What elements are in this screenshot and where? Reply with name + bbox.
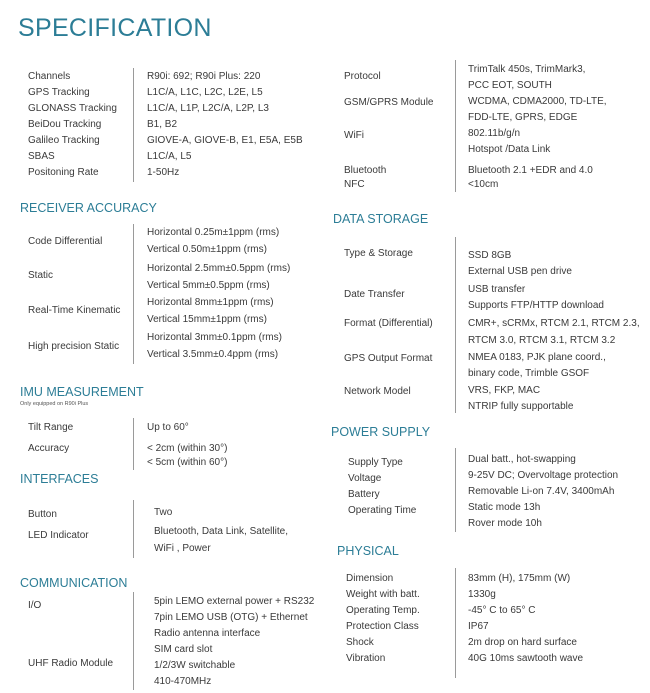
divider	[133, 68, 134, 182]
spec-label-beidou: BeiDou Tracking	[28, 119, 102, 130]
spec-label-galileo: Galileo Tracking	[28, 135, 100, 146]
spec-value: Up to 60°	[147, 422, 189, 433]
spec-value: Dual batt., hot-swapping	[468, 454, 576, 465]
spec-value: 5pin LEMO external power + RS232	[154, 596, 315, 607]
spec-value-gps: L1C/A, L1C, L2C, L2E, L5	[147, 87, 263, 98]
section-heading: PHYSICAL	[337, 544, 399, 558]
spec-value: Vertical 5mm±0.5ppm (rms)	[147, 280, 270, 291]
spec-value: External USB pen drive	[468, 266, 572, 277]
section-heading: POWER SUPPLY	[331, 425, 431, 439]
section-heading: RECEIVER ACCURACY	[20, 201, 157, 215]
spec-value: NTRIP fully supportable	[468, 401, 574, 412]
spec-value: IP67	[468, 621, 489, 632]
spec-value: 2m drop on hard surface	[468, 637, 577, 648]
spec-label: Network Model	[344, 386, 411, 397]
spec-label-glonass: GLONASS Tracking	[28, 103, 117, 114]
spec-value: < 5cm (within 60°)	[147, 457, 228, 468]
spec-label: Accuracy	[28, 443, 70, 454]
spec-value: PCC EOT, SOUTH	[468, 80, 552, 91]
spec-value: binary code, Trimble GSOF	[468, 368, 590, 379]
section-note: Only equipped on R90i Plus	[20, 401, 89, 407]
spec-label: Dimension	[346, 573, 394, 584]
spec-label: I/O	[28, 600, 42, 611]
spec-value: Horizontal 0.25m±1ppm (rms)	[147, 227, 280, 238]
spec-label-channels: Channels	[28, 71, 71, 82]
spec-value: 410-470MHz	[154, 676, 212, 687]
divider	[455, 60, 456, 192]
spec-label: Button	[28, 509, 57, 520]
spec-value-galileo: GIOVE-A, GIOVE-B, E1, E5A, E5B	[147, 135, 303, 146]
divider	[455, 448, 456, 532]
divider	[455, 568, 456, 678]
spec-value: Vertical 0.50m±1ppm (rms)	[147, 244, 267, 255]
spec-value: < 2cm (within 30°)	[147, 443, 228, 454]
spec-label: Format (Differential)	[344, 318, 433, 329]
spec-label: UHF Radio Module	[28, 658, 114, 669]
spec-label-gps: GPS Tracking	[28, 87, 90, 98]
spec-label-rate: Positoning Rate	[28, 167, 99, 178]
spec-label: Type & Storage	[344, 248, 413, 259]
spec-value: Horizontal 3mm±0.1ppm (rms)	[147, 332, 282, 343]
section-heading: INTERFACES	[20, 472, 99, 486]
divider	[133, 418, 134, 470]
spec-value: WiFi , Power	[154, 543, 211, 554]
spec-value: WCDMA, CDMA2000, TD-LTE,	[468, 96, 607, 107]
spec-label: Supply Type	[348, 457, 403, 468]
spec-label-sbas: SBAS	[28, 151, 55, 162]
section-heading: IMU MEASUREMENT	[20, 385, 144, 399]
spec-label: Code Differential	[28, 236, 103, 247]
spec-label: Tilt Range	[28, 422, 74, 433]
spec-value: NMEA 0183, PJK plane coord.,	[468, 352, 606, 363]
spec-label: Operating Time	[348, 505, 417, 516]
spec-value: Vertical 15mm±1ppm (rms)	[147, 314, 267, 325]
spec-label: Operating Temp.	[346, 605, 420, 616]
section-heading: COMMUNICATION	[20, 576, 128, 590]
spec-label: LED Indicator	[28, 530, 89, 541]
spec-value: Hotspot /Data Link	[468, 144, 551, 155]
spec-value: TrimTalk 450s, TrimMark3,	[468, 64, 586, 75]
spec-label: Real-Time Kinematic	[28, 305, 121, 316]
spec-label: Date Transfer	[344, 289, 405, 300]
spec-value: Bluetooth, Data Link, Satellite,	[154, 526, 288, 537]
spec-value-sbas: L1C/A, L5	[147, 151, 192, 162]
spec-label: Battery	[348, 489, 380, 500]
spec-value: <10cm	[468, 179, 499, 190]
spec-value: RTCM 3.0, RTCM 3.1, RTCM 3.2	[468, 335, 616, 346]
spec-value: 7pin LEMO USB (OTG) + Ethernet	[154, 612, 308, 623]
spec-label: Protection Class	[346, 621, 419, 632]
spec-value: 83mm (H), 175mm (W)	[468, 573, 571, 584]
spec-value: 1330g	[468, 589, 496, 600]
spec-value-beidou: B1, B2	[147, 119, 178, 130]
spec-label: Weight with batt.	[346, 589, 420, 600]
spec-value: Two	[154, 507, 173, 518]
spec-value: SIM card slot	[154, 644, 213, 655]
spec-value: -45° C to 65° C	[468, 605, 536, 616]
spec-label: Vibration	[346, 653, 386, 664]
spec-value: CMR+, sCRMx, RTCM 2.1, RTCM 2.3,	[468, 318, 640, 329]
spec-value-channels: R90i: 692; R90i Plus: 220	[147, 71, 261, 82]
spec-value: USB transfer	[468, 284, 526, 295]
divider	[133, 500, 134, 558]
spec-value: Bluetooth 2.1 +EDR and 4.0	[468, 165, 593, 176]
spec-label: NFC	[344, 179, 365, 190]
spec-label: GSM/GPRS Module	[344, 97, 434, 108]
spec-value: Horizontal 8mm±1ppm (rms)	[147, 297, 274, 308]
page-title: SPECIFICATION	[18, 14, 212, 42]
spec-label: Bluetooth	[344, 165, 387, 176]
spec-value: SSD 8GB	[468, 250, 512, 261]
spec-value: Horizontal 2.5mm±0.5ppm (rms)	[147, 263, 291, 274]
spec-value: VRS, FKP, MAC	[468, 385, 541, 396]
spec-value: FDD-LTE, GPRS, EDGE	[468, 112, 578, 123]
spec-value-glonass: L1C/A, L1P, L2C/A, L2P, L3	[147, 103, 269, 114]
spec-label: Protocol	[344, 71, 381, 82]
spec-label: Static	[28, 270, 54, 281]
spec-value: 9-25V DC; Overvoltage protection	[468, 470, 619, 481]
spec-label: High precision Static	[28, 341, 120, 352]
divider	[455, 237, 456, 413]
spec-value-rate: 1-50Hz	[147, 167, 180, 178]
spec-value: Removable Li-on 7.4V, 3400mAh	[468, 486, 615, 497]
divider	[133, 592, 134, 690]
spec-value: 802.11b/g/n	[468, 128, 521, 139]
section-heading: DATA STORAGE	[333, 212, 429, 226]
spec-value: 40G 10ms sawtooth wave	[468, 653, 584, 664]
spec-value: Rover mode 10h	[468, 518, 542, 529]
spec-value: Static mode 13h	[468, 502, 541, 513]
spec-label: GPS Output Format	[344, 353, 433, 364]
spec-value: Vertical 3.5mm±0.4ppm (rms)	[147, 349, 279, 360]
spec-value: Radio antenna interface	[154, 628, 261, 639]
spec-value: 1/2/3W switchable	[154, 660, 236, 671]
spec-value: Supports FTP/HTTP download	[468, 300, 604, 311]
spec-label: Shock	[346, 637, 374, 648]
spec-label: WiFi	[344, 130, 364, 141]
spec-label: Voltage	[348, 473, 382, 484]
divider	[133, 224, 134, 364]
